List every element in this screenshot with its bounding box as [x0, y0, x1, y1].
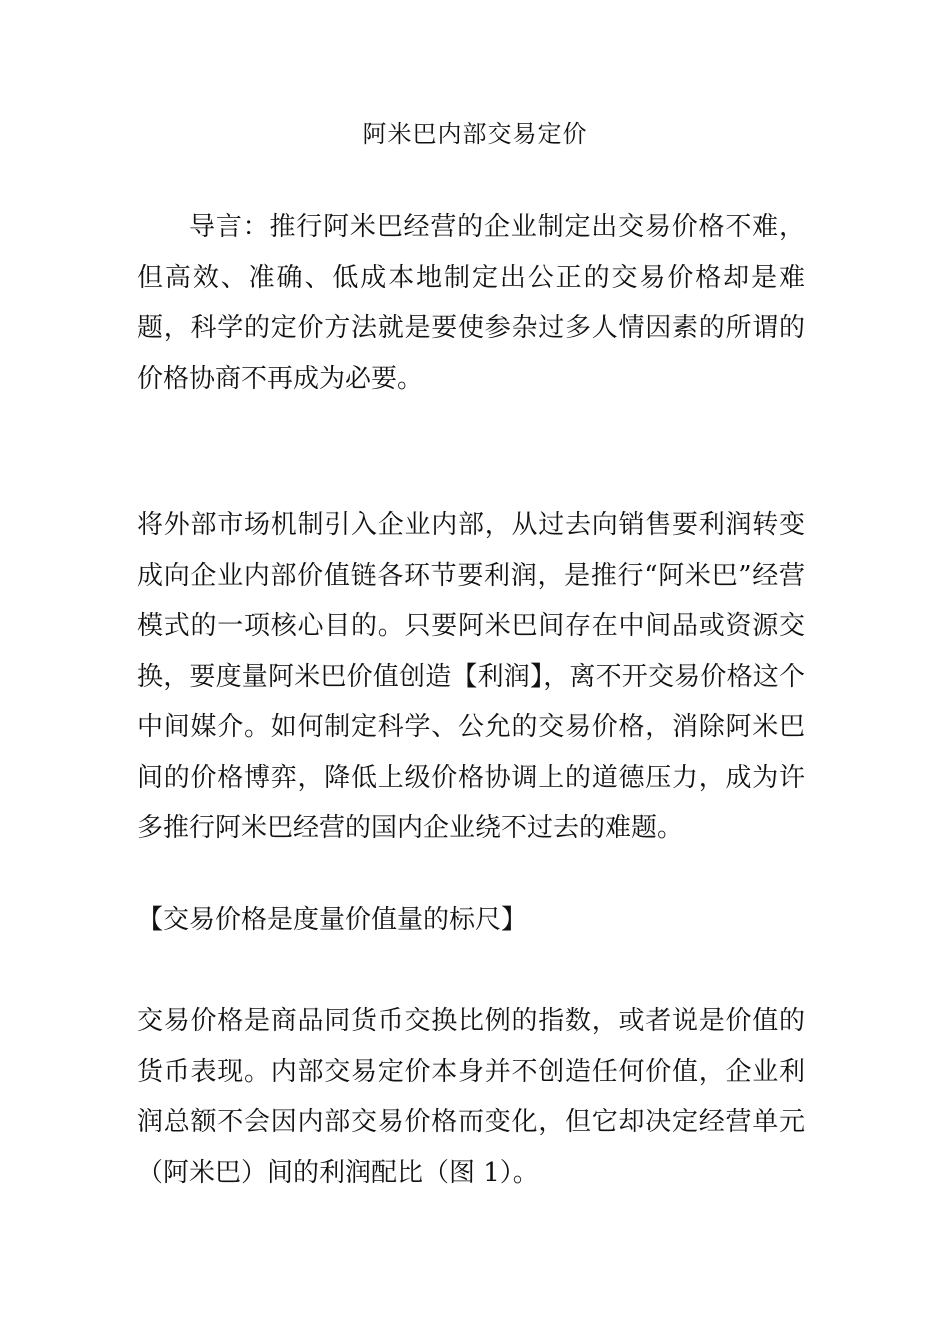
body-paragraph-2: 交易价格是商品同货币交换比例的指数，或者说是价值的货币表现。内部交易定价本身并不创造任何价值，企业利润总额不会因内部交易价格而变化，但它却决定经营单元（阿米巴）间的利润配比（图 1）。	[137, 1006, 805, 1188]
document-title: 阿米巴内部交易定价	[362, 120, 588, 148]
body-paragraph-1: 将外部市场机制引入企业内部，从过去向销售要利润转变成向企业内部价值链各环节要利润，是推行“阿米巴”经营模式的一项核心目的。只要阿米巴间存在中间品或资源交换，要度量阿米巴价值创造【利润】，离不开交易价格这个中间媒介。如何制定科学、公允的交易价格，消除阿米巴间的价格博弈，降低上级价格协调上的道德压力，成为许多推行阿米巴经营的国内企业绕不过去的难题。	[137, 510, 805, 843]
section-heading: 【交易价格是度量价值量的标尺】	[137, 905, 528, 935]
intro-paragraph: 导言：推行阿米巴经营的企业制定出交易价格不难，但高效、准确、低成本地制定出公正的交易价格却是难题，科学的定价方法就是要使参杂过多人情因素的所谓的价格协商不再成为必要。	[137, 212, 805, 394]
